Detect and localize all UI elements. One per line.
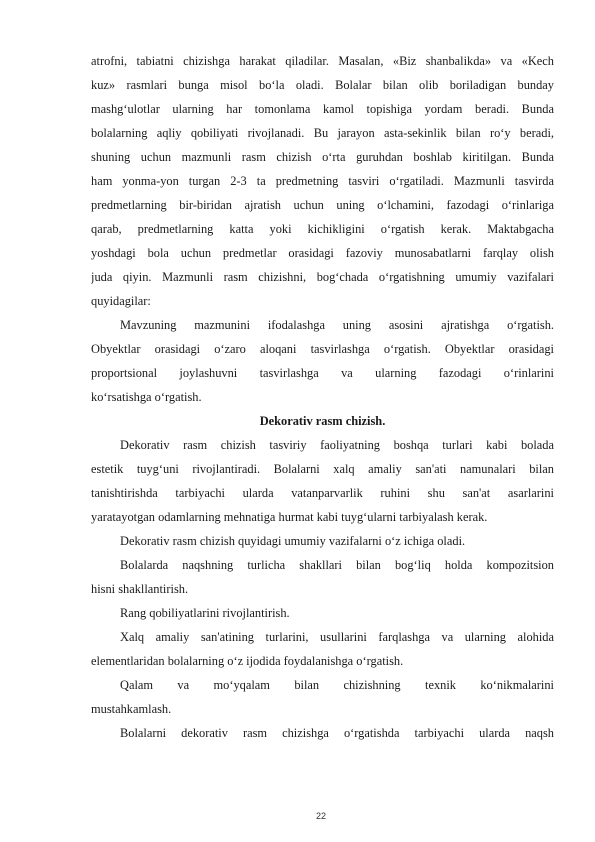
text-line: Mavzuning mazmunini ifodalashga uning asosini ajratishga o‘rgatish. — [120, 318, 554, 332]
paragraph — [91, 721, 554, 745]
section-heading: Dekorativ rasm chizish. — [259, 414, 386, 428]
document-body — [91, 49, 554, 745]
text-line: predmetlarning bir-biridan ajratish uchun uning o‘lchamini, fazodagi o‘rinlariga — [91, 198, 554, 212]
text-line: shuning uchun mazmunli rasm chizish o‘rta guruhdan boshlab kiritilgan. Bunda — [91, 150, 554, 164]
text-line: yaratayotgan odamlarning mehnatiga hurmat kabi tuyg‘ularni tarbiyalash kerak. — [91, 510, 488, 524]
paragraph — [91, 313, 554, 409]
paragraph — [91, 673, 554, 721]
text-line: qarab, predmetlarning katta yoki kichikligini o‘rgatish kerak. Maktabgacha — [91, 222, 554, 236]
text-line: kuz» rasmlari bunga misol bo‘la oladi. Bolalar bilan olib boriladigan bunday — [91, 78, 554, 92]
text-line: ham yonma-yon turgan 2-3 ta predmetning tasviri o‘rgatiladi. Mazmunli tasvirda — [91, 174, 554, 188]
text-line: elementlaridan bolalarning o‘z ijodida foydalanishga o‘rgatish. — [91, 654, 404, 668]
text-line: Qalam va mo‘yqalam bilan chizishning texnik ko‘nikmalarini — [120, 678, 554, 692]
text-line: estetik tuyg‘uni rivojlantiradi. Bolalarni xalq amaliy san'ati namunalari bilan — [91, 462, 554, 476]
text-line: Obyektlar orasidagi o‘zaro aloqani tasvirlashga o‘rgatish. Obyektlar orasidagi — [91, 342, 554, 356]
paragraph — [91, 49, 554, 313]
text-line: Bolalarni dekorativ rasm chizishga o‘rgatishda tarbiyachi ularda naqsh — [120, 726, 554, 740]
paragraph — [91, 625, 554, 673]
text-line: yoshdagi bola uchun predmetlar orasidagi fazoviy munosabatlarni farqlay olish — [91, 246, 554, 260]
page-number: 22 — [315, 811, 326, 821]
text-line: Dekorativ rasm chizish quyidagi umumiy vazifalarni o‘z ichiga oladi. — [120, 534, 466, 548]
text-line: mashg‘ulotlar ularning har tomonlama kamol topishiga yordam beradi. Bunda — [91, 102, 554, 116]
text-line: Dekorativ rasm chizish tasviriy faoliyatning boshqa turlari kabi bolada — [120, 438, 554, 452]
paragraph — [91, 529, 554, 553]
text-line: Xalq amaliy san'atining turlarini, usullarini farqlashga va ularning alohida — [120, 630, 554, 644]
text-line: ko‘rsatishga o‘rgatish. — [91, 390, 202, 404]
text-line: Rang qobiliyatlarini rivojlantirish. — [120, 606, 290, 620]
paragraph — [91, 433, 554, 529]
text-line: bolalarning aqliy qobiliyati rivojlanadi. Bu jarayon asta-sekinlik bilan ro‘y beradi, — [91, 126, 554, 140]
text-line: juda qiyin. Mazmunli rasm chizishni, bog‘chada o‘rgatishning umumiy vazifalari — [91, 270, 554, 284]
text-line: proportsional joylashuvni tasvirlashga va ularning fazodagi o‘rinlarini — [91, 366, 554, 380]
text-line: mustahkamlash. — [91, 702, 172, 716]
text-line: tanishtirishda tarbiyachi ularda vatanparvarlik ruhini shu san'at asarlarini — [91, 486, 554, 500]
text-line: Bolalarda naqshning turlicha shakllari bilan bog‘liq holda kompozitsion — [120, 558, 554, 572]
text-line: quyidagilar: — [91, 294, 151, 308]
paragraph — [91, 553, 554, 601]
text-line: atrofni, tabiatni chizishga harakat qiladilar. Masalan, «Biz shanbalikda» va «Kech — [91, 54, 554, 68]
text-line: hisni shakllantirish. — [91, 582, 189, 596]
paragraph — [91, 601, 554, 625]
